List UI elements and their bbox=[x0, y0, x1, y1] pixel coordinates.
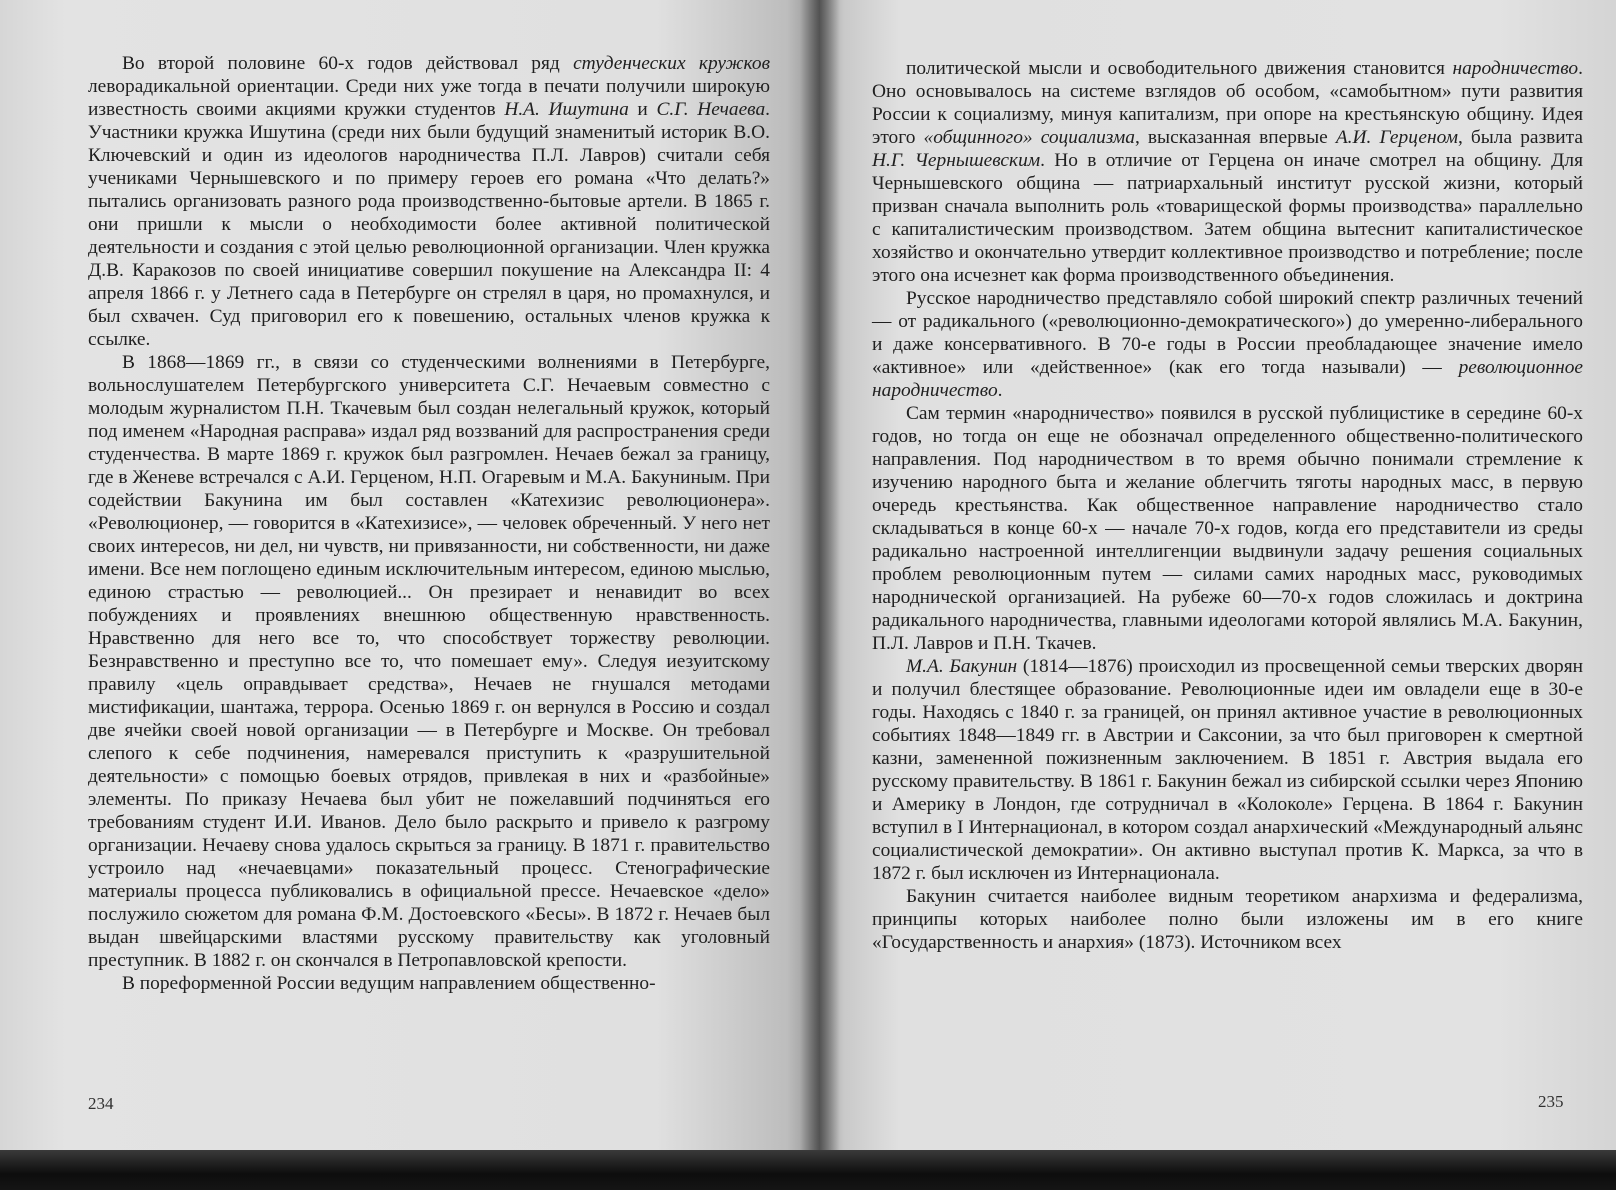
italic-term: народничество bbox=[1452, 58, 1579, 79]
paragraph bbox=[88, 52, 770, 351]
right-page bbox=[820, 0, 1616, 1160]
text-run: Во второй половине 60-х годов действовал ряд bbox=[122, 53, 574, 74]
right-page-text bbox=[872, 57, 1583, 954]
page-number-right: 235 bbox=[1538, 1092, 1564, 1111]
text-run: и bbox=[628, 99, 657, 120]
text-run: . Оно основывалось на системе взглядов об особом, «самобытном» пути развития России к социализму, минуя капитализм, при опоре на крестьянскую общину. Идея этого bbox=[872, 58, 1583, 148]
paragraph bbox=[88, 351, 770, 972]
italic-term: революционное народничество bbox=[872, 357, 1583, 401]
text-run: Сам термин «народничество» появился в русской публицистике в середине 60-х годов, но тогда он еще не обозначал определенного общественно-политического направления. Под народничеством в то время обычно понимали стремление к изучению народного быта и желание облегчить тяготы народных масс, в первую очередь крестьянства. Как общественное направление народничество стало складываться в конце 60-х — начале 70-х годов, когда его представители из среды радикально настроенной интеллигенции выдвинули задачу решения социальных проблем революционным путем — силами самих народных масс, руководимых народнической организацией. На рубеже 60—70-х годов сложилась и доктрина радикального народничества, главными идеологами которой являлись М.А. Бакунин, П.Л. Лавров и П.Н. Ткачев. bbox=[872, 403, 1583, 654]
text-run: В пореформенной России ведущим направлением общественно- bbox=[122, 973, 656, 994]
paragraph bbox=[872, 885, 1583, 954]
paragraph bbox=[872, 57, 1583, 287]
italic-term: А.И. Герценом bbox=[1335, 127, 1458, 148]
italic-term: Н.Г. Чернышевским bbox=[872, 150, 1041, 171]
text-run: , высказанная впервые bbox=[1134, 127, 1336, 148]
paragraph bbox=[88, 972, 770, 995]
text-run: леворадикальной ориентации. Среди них уже тогда в печати получили широкую известность своими акциями кружки студентов bbox=[88, 76, 770, 120]
left-page-text bbox=[88, 52, 770, 995]
text-run: . Но в отличие от Герцена он иначе смотрел на общину. Для Чернышевского община — патриархальный институт русской жизни, который призван сначала выполнить роль «товарищеской формы производства» параллельно с капиталистическим производством. Затем община вытеснит капиталистическое хозяйство и окончательно утвердит коллективное производство и потребление; после этого она исчезнет как форма производственного объединения. bbox=[872, 150, 1583, 286]
italic-term: М.А. Бакунин bbox=[906, 656, 1018, 677]
text-run: . bbox=[997, 380, 1003, 401]
page-number-left: 234 bbox=[88, 1094, 114, 1113]
book-gutter-shadow bbox=[800, 0, 840, 1160]
italic-term: «общинного» социализма bbox=[923, 127, 1135, 148]
paragraph bbox=[872, 655, 1583, 885]
text-run: Русское народничество представляло собой широкий спектр различных течений — от радикального («революционно-демократического») до умеренно-либерального и даже консервативного. В 70-е годы в России преобладающее значение имело «активное» или «действенное» (как его тогда называли) — bbox=[872, 288, 1583, 378]
scanner-edge bbox=[0, 1150, 1616, 1190]
text-run: Бакунин считается наиболее видным теоретиком анархизма и федерализма, принципы которых наиболее полно были изложены им в его книге «Государственность и анархия» (1873). Источником всех bbox=[872, 886, 1583, 953]
text-run: . Участники кружка Ишутина (среди них были будущий знаменитый историк В.О. Ключевский и один из идеологов народничества П.Л. Лавров) считали себя учениками Чернышевского и по примеру героев его романа «Что делать?» пытались организовать разного рода производственно-бытовые артели. В 1865 г. они пришли к мысли о необходимости более активной политической деятельности и создания с этой целью революционной организации. Член кружка Д.В. Каракозов по своей инициативе совершил покушение на Александра II: 4 апреля 1866 г. у Летнего сада в Петербурге он стрелял в царя, но промахнулся, и был схвачен. Суд приговорил его к повешению, остальных членов кружка к ссылке. bbox=[88, 99, 771, 350]
text-run: , была развита bbox=[1457, 127, 1583, 148]
paragraph bbox=[872, 287, 1583, 402]
italic-term: Н.А. Ишутина bbox=[504, 99, 629, 120]
left-page bbox=[0, 0, 820, 1160]
italic-term: студенческих кружков bbox=[573, 53, 770, 74]
italic-term: С.Г. Нечаева bbox=[656, 99, 766, 120]
text-run: политической мысли и освободительного движения становится bbox=[906, 58, 1453, 79]
text-run: В 1868—1869 гг., в связи со студенческими волнениями в Петербурге, вольнослушателем Петербургского университета С.Г. Нечаевым совместно с молодым журналистом П.Н. Ткачевым был создан нелегальный кружок, который под именем «Народная расправа» издал ряд воззваний для распространения среди студенчества. В марте 1869 г. кружок был разгромлен. Нечаев бежал за границу, где в Женеве встречался с А.И. Герценом, Н.П. Огаревым и М.А. Бакуниным. При содействии Бакунина им был составлен «Катехизис революционера». «Революционер, — говорится в «Катехизисе», — человек обреченный. У него нет своих интересов, ни дел, ни чувств, ни привязанности, ни собственности, ни даже имени. Все нем поглощено единым исключительным интересом, единою мыслью, единою страстью — революцией... Он презирает и ненавидит во всех побуждениях и проявлениях внешнюю общественную нравственность. Нравственно для него все то, что способствует торжеству революции. Безнравственно и преступно все то, что помешает ему». Следуя иезуитскому правилу «цель оправдывает средства», Нечаев не гнушался методами мистификации, шантажа, террора. Осенью 1869 г. он вернулся в Россию и создал две ячейки своей новой организации — в Петербурге и Москве. Он требовал слепого к себе подчинения, намеревался приступить к «разрушительной деятельности» с помощью боевых отрядов, привлекая в них и «разбойные» элементы. По приказу Нечаева был убит не пожелавший подчиняться его требованиям студент И.И. Иванов. Дело было раскрыто и привело к разгрому организации. Нечаеву снова удалось скрыться за границу. В 1871 г. правительство устроило над «нечаевцами» показательный процесс. Стенографические материалы процесса публиковались в официальной прессе. Нечаевское «дело» послужило сюжетом для романа Ф.М. Достоевского «Бесы». В 1872 г. Нечаев был выдан швейцарскими властями русскому правительству как уголовный преступник. В 1882 г. он скончался в Петропавловской крепости. bbox=[88, 352, 770, 971]
text-run: (1814—1876) происходил из просвещенной семьи тверских дворян и получил блестящее образование. Революционные идеи им овладели еще в 30-е годы. Находясь с 1840 г. за границей, он принял активное участие в революционных событиях 1848—1849 гг. в Австрии и Саксонии, за что был приговорен к смертной казни, замененной пожизненным заключением. В 1851 г. Австрия выдала его русскому правительству. В 1861 г. Бакунин бежал из сибирской ссылки через Японию и Америку в Лондон, где сотрудничал в «Колоколе» Герцена. В 1864 г. Бакунин вступил в I Интернационал, в котором создал анархический «Международный альянс социалистической демократии». Он активно выступал против К. Маркса, за что в 1872 г. был исключен из Интернационала. bbox=[872, 656, 1583, 884]
paragraph bbox=[872, 402, 1583, 655]
